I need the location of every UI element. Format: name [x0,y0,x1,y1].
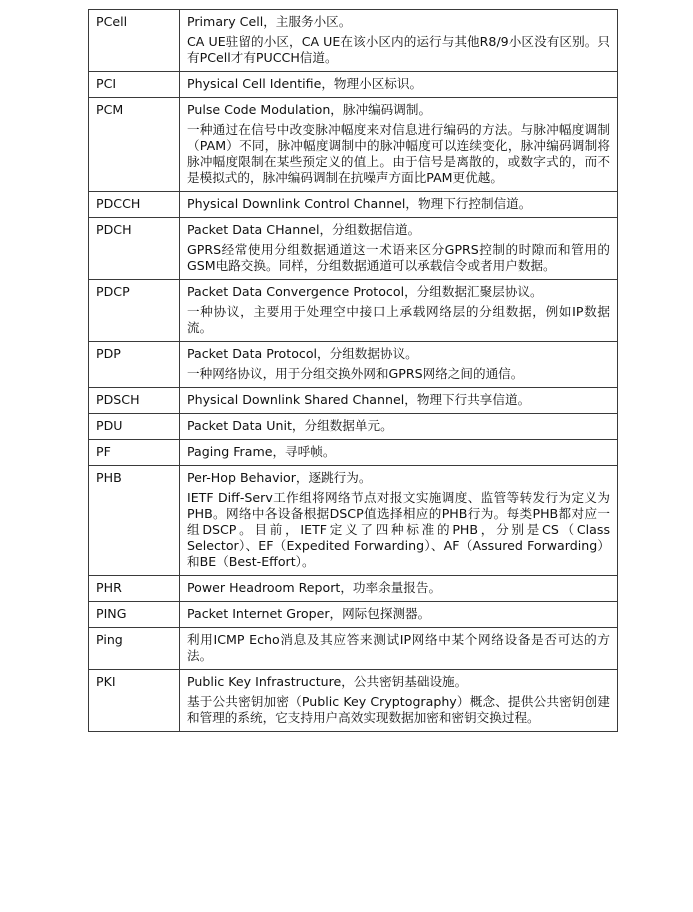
glossary-description: 基于公共密钥加密（Public Key Cryptography）概念、提供公共密钥创建和管理的系统，它支持用户高效实现数据加密和密钥交换过程。 [187,694,610,725]
glossary-definition-cell [180,280,618,342]
glossary-definition-cell [180,466,618,576]
glossary-body [89,10,618,732]
glossary-expansion: Public Key Infrastructure，公共密钥基础设施。 [187,674,468,689]
glossary-term: PDCH [96,222,132,237]
glossary-definition-cell [180,192,618,218]
glossary-expansion: Packet Data Unit，分组数据单元。 [187,418,393,433]
glossary-term-cell [89,192,180,218]
glossary-row [89,98,618,192]
glossary-term: PDU [96,418,123,433]
glossary-row [89,280,618,342]
glossary-term-cell [89,72,180,98]
glossary-definition-cell [180,98,618,192]
glossary-definition-cell [180,576,618,602]
glossary-expansion: Per-Hop Behavior，逐跳行为。 [187,470,372,485]
glossary-term: PF [96,444,111,459]
glossary-term: PING [96,606,127,621]
glossary-term: PKI [96,674,116,689]
glossary-row [89,466,618,576]
glossary-expansion: Pulse Code Modulation，脉冲编码调制。 [187,102,432,117]
glossary-term-cell [89,98,180,192]
glossary-term-cell [89,388,180,414]
glossary-row [89,342,618,388]
glossary-description: IETF Diff-Serv工作组将网络节点对报文实施调度、监管等转发行为定义为PHB。网络中各设备根据DSCP值选择相应的PHB行为。每类PHB都对应一组DSCP。目前，IETF定义了四种标准的PHB，分别是CS（Class Selector）、EF（Expedited Forwarding）、AF（Assured Forwarding）和BE（Best-Effort）。 [187,490,610,569]
glossary-term: PDP [96,346,121,361]
glossary-term-cell [89,440,180,466]
glossary-definition-cell [180,218,618,280]
glossary-description: 一种通过在信号中改变脉冲幅度来对信息进行编码的方法。与脉冲幅度调制（PAM）不同，脉冲幅度调制中的脉冲幅度可以连续变化，脉冲编码调制将脉冲幅度限制在某些预定义的值上。由于信号是离散的，或数字式的，而不是模拟式的，脉冲编码调制在抗噪声方面比PAM更优越。 [187,122,610,185]
glossary-term: PCell [96,14,128,29]
glossary-row [89,218,618,280]
glossary-expansion: 利用ICMP Echo消息及其应答来测试IP网络中某个网络设备是否可达的方法。 [187,632,610,663]
glossary-term: PCM [96,102,124,117]
glossary-expansion: Packet Data Protocol，分组数据协议。 [187,346,418,361]
glossary-term-cell [89,602,180,628]
glossary-term-cell [89,466,180,576]
glossary-term-cell [89,280,180,342]
glossary-row [89,670,618,732]
glossary-expansion: Paging Frame，寻呼帧。 [187,444,336,459]
glossary-term: PHB [96,470,122,485]
glossary-row [89,10,618,72]
glossary-expansion: Packet Internet Groper，网际包探测器。 [187,606,431,621]
glossary-row [89,628,618,670]
glossary-term-cell [89,670,180,732]
glossary-expansion: Packet Data CHannel，分组数据信道。 [187,222,421,237]
glossary-expansion: Physical Cell Identifie，物理小区标识。 [187,76,423,91]
glossary-term: PDSCH [96,392,140,407]
glossary-term-cell [89,414,180,440]
glossary-definition-cell [180,628,618,670]
glossary-term-cell [89,576,180,602]
glossary-term: PDCCH [96,196,141,211]
glossary-table [88,9,618,732]
glossary-row [89,440,618,466]
glossary-term-cell [89,342,180,388]
glossary-term: PHR [96,580,122,595]
glossary-definition-cell [180,388,618,414]
glossary-description: GPRS经常使用分组数据通道这一术语来区分GPRS控制的时隙而和管用的GSM电路交换。同样，分组数据通道可以承载信令或者用户数据。 [187,242,610,273]
glossary-term-cell [89,218,180,280]
glossary-definition-cell [180,10,618,72]
glossary-row [89,72,618,98]
glossary-term-cell [89,628,180,670]
glossary-definition-cell [180,72,618,98]
glossary-row [89,414,618,440]
glossary-expansion: Physical Downlink Shared Channel，物理下行共享信道。 [187,392,531,407]
glossary-description: CA UE驻留的小区，CA UE在该小区内的运行与其他R8/9小区没有区别。只有PCell才有PUCCH信道。 [187,34,610,65]
glossary-term: PCI [96,76,117,91]
glossary-definition-cell [180,414,618,440]
glossary-expansion: Physical Downlink Control Channel，物理下行控制信道。 [187,196,532,211]
glossary-expansion: Primary Cell，主服务小区。 [187,14,352,29]
glossary-expansion: Packet Data Convergence Protocol，分组数据汇聚层协议。 [187,284,543,299]
glossary-definition-cell [180,342,618,388]
glossary-row [89,602,618,628]
glossary-row [89,388,618,414]
glossary-definition-cell [180,602,618,628]
glossary-term: PDCP [96,284,130,299]
glossary-definition-cell [180,440,618,466]
glossary-description: 一种网络协议，用于分组交换外网和GPRS网络之间的通信。 [187,366,524,381]
glossary-row [89,576,618,602]
glossary-expansion: Power Headroom Report，功率余量报告。 [187,580,442,595]
glossary-term-cell [89,10,180,72]
glossary-definition-cell [180,670,618,732]
glossary-row [89,192,618,218]
glossary-term: Ping [96,632,123,647]
glossary-description: 一种协议，主要用于处理空中接口上承载网络层的分组数据，例如IP数据流。 [187,304,610,335]
